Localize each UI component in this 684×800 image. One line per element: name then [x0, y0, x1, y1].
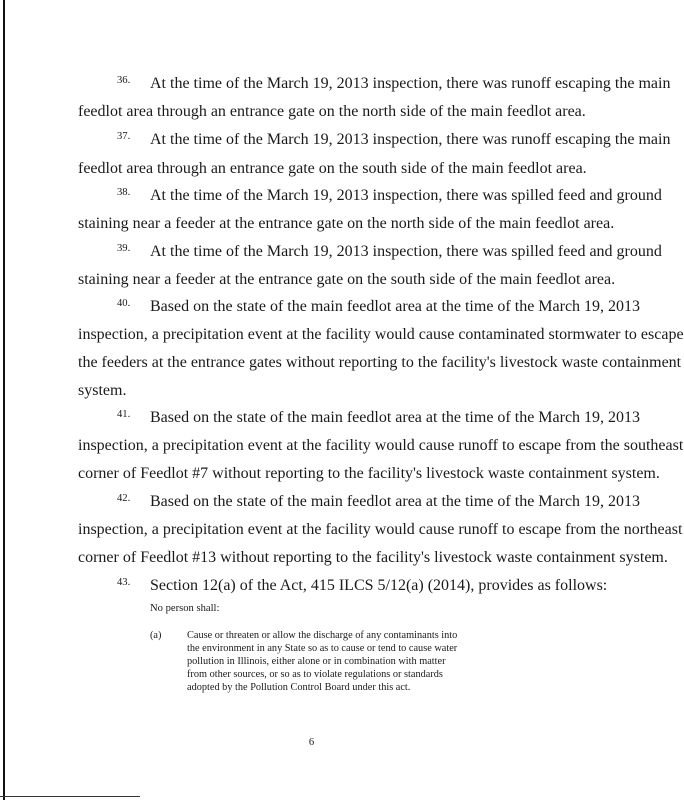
paragraph-line: At the time of the March 19, 2013 inspection, there was spilled feed and ground	[150, 187, 662, 204]
paragraph-number: 42.	[117, 493, 131, 504]
paragraph-number: 41.	[117, 409, 131, 420]
quote-item-line: Cause or threaten or allow the discharge of any contaminants into	[187, 630, 458, 641]
paragraph-number: 43.	[117, 577, 131, 588]
quote-item-line: adopted by the Pollution Control Board under this act.	[187, 682, 411, 693]
paragraph-line: corner of Feedlot #13 without reporting to the facility's livestock waste containment system.	[78, 549, 668, 566]
paragraph-line: staining near a feeder at the entrance gate on the north side of the main feedlot area.	[78, 215, 615, 232]
quote-item-line: from other sources, or so as to violate regulations or standards	[187, 669, 443, 680]
paragraph-line: staining near a feeder at the entrance gate on the south side of the main feedlot area.	[78, 271, 616, 288]
paragraph-number: 40.	[117, 298, 131, 309]
paragraph-line: Based on the state of the main feedlot area at the time of the March 19, 2013	[150, 493, 641, 510]
paragraph-line: At the time of the March 19, 2013 inspection, there was spilled feed and ground	[150, 243, 662, 260]
paragraph-line: At the time of the March 19, 2013 inspection, there was runoff escaping the main	[150, 131, 671, 148]
paragraph-number: 37.	[117, 131, 131, 142]
paragraph-line: Based on the state of the main feedlot area at the time of the March 19, 2013	[150, 298, 641, 315]
paragraph-line: the feeders at the entrance gates without reporting to the facility's livestock waste containment	[78, 354, 682, 371]
paragraph-line: system.	[78, 382, 127, 399]
paragraph-line: At the time of the March 19, 2013 inspection, there was runoff escaping the main	[150, 75, 671, 92]
paragraph-line: Based on the state of the main feedlot area at the time of the March 19, 2013	[150, 409, 641, 426]
page-bottom-edge	[0, 796, 140, 797]
paragraph-line: feedlot area through an entrance gate on the north side of the main feedlot area.	[78, 103, 586, 120]
quote-intro: No person shall:	[150, 603, 220, 614]
paragraph-number: 36.	[117, 75, 131, 86]
quote-item-line: the environment in any State so as to cause or tend to cause water	[187, 643, 458, 654]
page-number: 6	[308, 737, 315, 748]
paragraph-line: inspection, a precipitation event at the facility would cause runoff to escape from the northeast	[78, 521, 683, 538]
paragraph-line: inspection, a precipitation event at the facility would cause runoff to escape from the southeast	[78, 437, 684, 454]
paragraph-line: Section 12(a) of the Act, 415 ILCS 5/12(a) (2014), provides as follows:	[150, 577, 608, 594]
paragraph-number: 38.	[117, 187, 131, 198]
quote-item-label: (a)	[150, 630, 162, 641]
quote-item-line: pollution in Illinois, either alone or in combination with matter	[187, 656, 446, 667]
paragraph-number: 39.	[117, 243, 131, 254]
paragraph-line: feedlot area through an entrance gate on the south side of the main feedlot area.	[78, 160, 587, 177]
paragraph-line: inspection, a precipitation event at the facility would cause contaminated stormwater to escape	[78, 326, 684, 343]
page-left-edge	[3, 0, 5, 800]
paragraph-line: corner of Feedlot #7 without reporting to the facility's livestock waste containment system.	[78, 465, 660, 482]
